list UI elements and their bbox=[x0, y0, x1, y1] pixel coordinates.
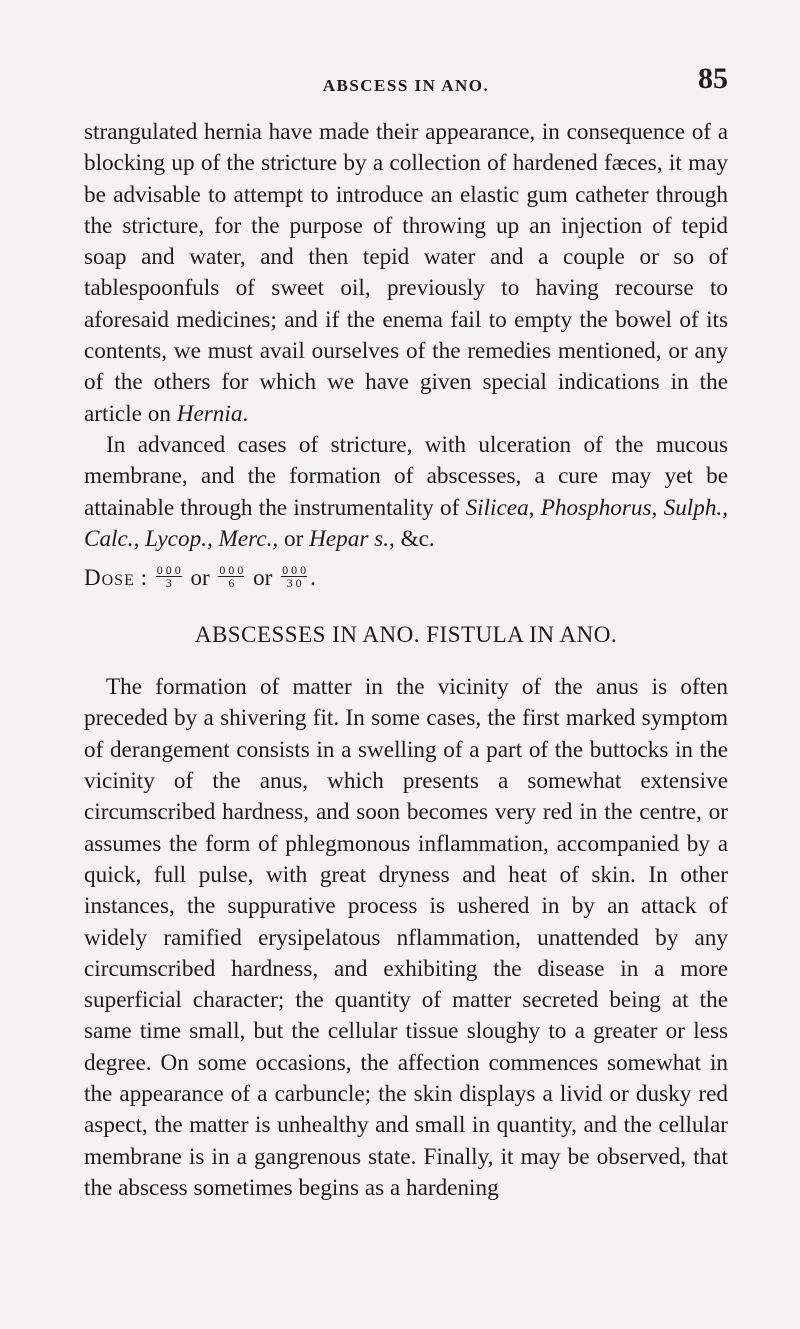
section-heading: ABSCESSES IN ANO. FISTULA IN ANO. bbox=[194, 622, 618, 648]
dose-label: Dose bbox=[84, 565, 135, 591]
paragraph-text: strangulated hernia have made their appearance, in consequence of a blocking up of the stricture by a collection of hardened fæces, it may be advisable to attempt to introduce an elastic gum catheter through the stricture, for the purpose of throwing up an injection of tepid soap and water, and then tepid water and a couple or so of tablespoonfuls of sweet oil, previously to having recourse to aforesaid medicines; and if the enema fail to empty the bowel of its contents, we must avail ourselves of the remedies mentioned, or any of the others for which we have given special indications in the article on bbox=[84, 119, 728, 427]
page-number: 85 bbox=[698, 62, 728, 95]
dose-fraction-2-denominator: 6 bbox=[228, 576, 235, 591]
remedy-phosphorus: Phosphorus bbox=[540, 494, 652, 521]
dose-end: . bbox=[310, 565, 316, 591]
italic-term-hernia: Hernia bbox=[176, 400, 243, 427]
separator: or bbox=[278, 525, 310, 552]
paragraph-text-end: , &c. bbox=[389, 525, 435, 552]
remedy-hepar: Hepar s. bbox=[309, 525, 390, 552]
separator: , bbox=[528, 494, 541, 521]
page-body bbox=[84, 117, 728, 1204]
dose-fraction-1-numerator: 0 0 0 bbox=[156, 563, 181, 578]
paragraph-text: In advanced cases of stricture, with ulceration of the mucous membrane, and the formation of abscesses, a cure may yet be attainable through the instrumentality of bbox=[84, 431, 728, 521]
dose-fraction-3-denominator: 3 0 bbox=[286, 576, 302, 591]
paragraph-continued bbox=[84, 117, 728, 430]
page-header bbox=[84, 62, 728, 102]
dose-or: or bbox=[190, 565, 216, 591]
dose-or: or bbox=[253, 565, 279, 591]
paragraph-abscesses: The formation of matter in the vicinity of the anus is often preceded by a shivering fit. In some cases, the first marked symptom of derangement consists in a swelling of a part of the buttocks in the vicinity of the anus, which presents a somewhat extensive circumscribed hardness, and soon becomes very red in the centre, or assumes the form of phlegmonous inflammation, accompanied by a quick, full pulse, with great dryness and heat of skin. In other instances, the suppurative process is ushered in by an attack of widely ramified erysipelatous nflammation, unattended by any circumscribed hardness, and exhibiting the disease in a more superficial character; the quantity of matter secreted being at the same time small, but the cellular tissue sloughy to a greater or less degree. On some occasions, the affection commences somewhat in the appearance of a carbuncle; the skin displays a livid or dusky red aspect, the matter is unhealthy and small in quantity, and the cellular membrane is in a gangrenous state. Finally, it may be observed, that the abscess sometimes begins as a hardening bbox=[84, 674, 728, 1201]
separator: , bbox=[651, 494, 664, 521]
dose-fraction-3 bbox=[281, 564, 307, 589]
dose-fraction-1 bbox=[156, 564, 182, 589]
dose-fraction-2 bbox=[218, 564, 244, 589]
dose-colon: : bbox=[134, 565, 153, 591]
running-head: ABSCESS IN ANO. bbox=[322, 76, 490, 95]
paragraph-text-end: . bbox=[242, 400, 249, 427]
dose-line bbox=[84, 558, 728, 598]
dose-fraction-1-denominator: 3 bbox=[165, 576, 172, 591]
dose-fraction-2-numerator: 0 0 0 bbox=[219, 563, 244, 578]
remedy-silicea: Silicea bbox=[465, 494, 529, 521]
remedy-list: Sulph., Calc., Lycop., Merc., bbox=[84, 494, 729, 552]
dose-fraction-3-numerator: 0 0 0 bbox=[282, 563, 307, 578]
paragraph-advanced-cases bbox=[84, 430, 728, 555]
